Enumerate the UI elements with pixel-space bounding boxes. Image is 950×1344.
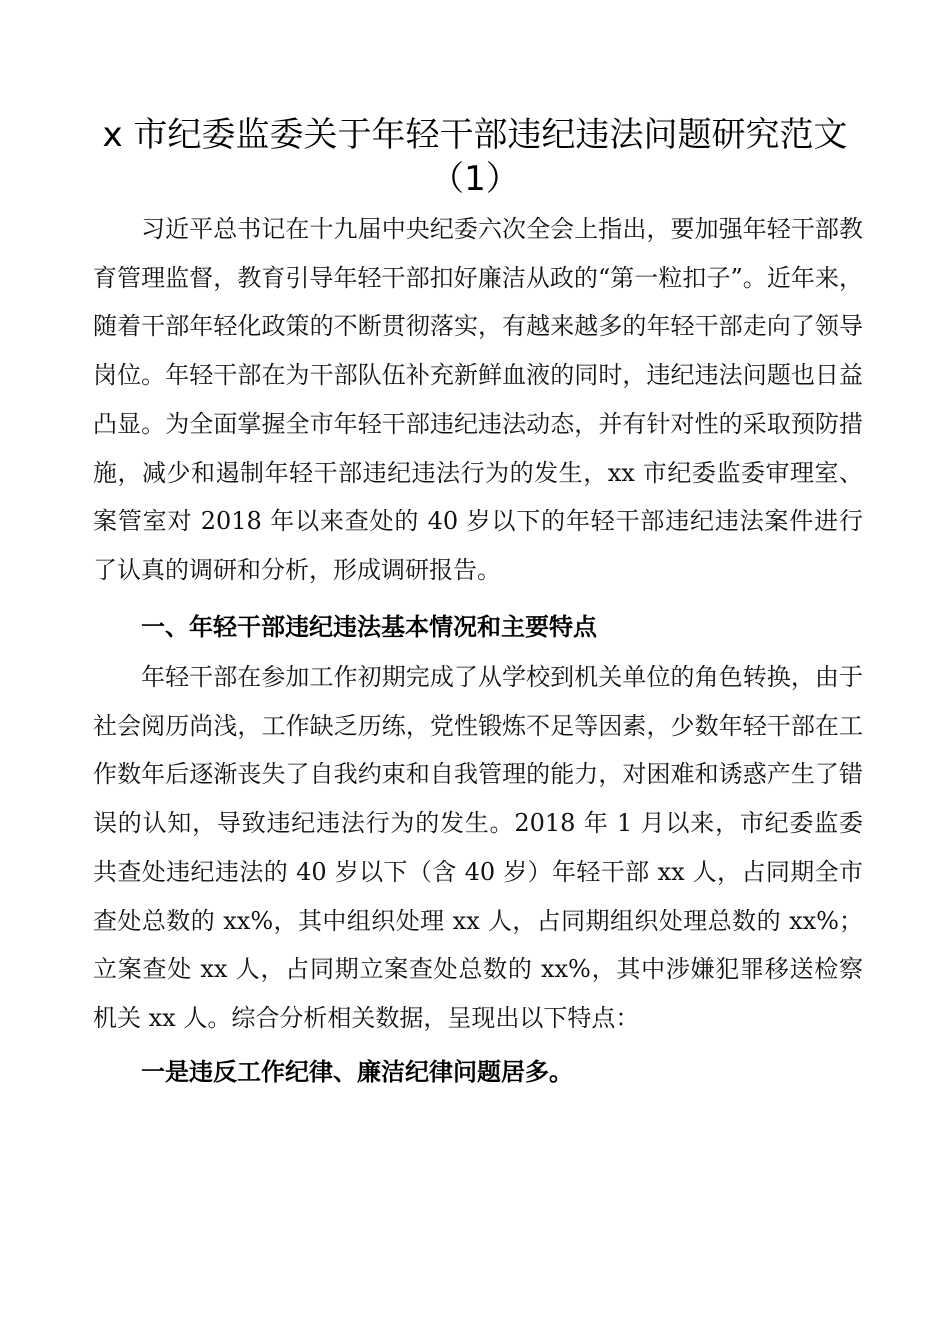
document-title-line-2: （1）	[430, 159, 520, 199]
document-title-line-1: x 市纪委监委关于年轻干部违纪违法问题研究范文	[102, 115, 848, 155]
situation-paragraph: 年轻干部在参加工作初期完成了从学校到机关单位的角色转换，由于社会阅历尚浅，工作缺乏历练，党性锻炼不足等因素，少数年轻干部在工作数年后逐渐丧失了自我约束和自我管理的能力，对困难和诱惑产生了错误的认知，导致违纪违法行为的发生。2018 年 1 月以来，市纪委监委共查处违纪违法的 40 岁以下（含 40 岁）年轻干部 xx 人，占同期全市查处总数的 xx%，其中组织处理 xx 人，占同期组织处理总数的 xx%；立案查处 xx 人，占同期立案查处总数的 xx%，其中涉嫌犯罪移送检察机关 xx 人。综合分析相关数据，呈现出以下特点：	[93, 663, 863, 1032]
intro-paragraph: 习近平总书记在十九届中央纪委六次全会上指出，要加强年轻干部教育管理监督，教育引导年轻干部扣好廉洁从政的“第一粒扣子”。近年来，随着干部年轻化政策的不断贯彻落实，有越来越多的年轻干部走向了领导岗位。年轻干部在为干部队伍补充新鲜血液的同时，违纪违法问题也日益凸显。为全面掌握全市年轻干部违纪违法动态，并有针对性的采取预防措施，减少和遏制年轻干部违纪违法行为的发生，xx 市纪委监委审理室、案管室对 2018 年以来查处的 40 岁以下的年轻干部违纪违法案件进行了认真的调研和分析，形成调研报告。	[93, 215, 863, 584]
feature-subheading: 一是违反工作纪律、廉洁纪律问题居多。	[141, 1058, 573, 1086]
section-heading: 一、年轻干部违纪违法基本情况和主要特点	[141, 613, 597, 641]
